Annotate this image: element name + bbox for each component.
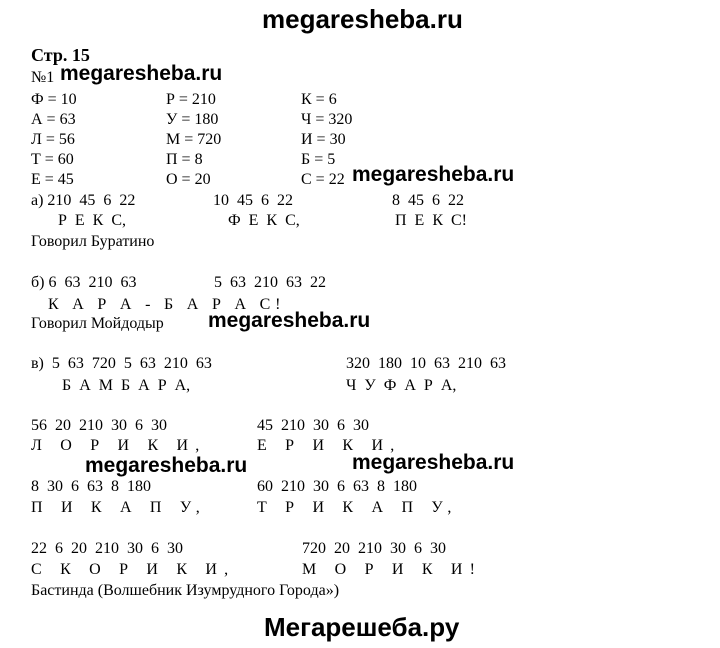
table-cell: Ч = 320 [301,111,353,128]
task-label: №1 [31,69,55,86]
table-cell: Е = 45 [31,171,74,188]
table-cell: М = 720 [166,131,222,148]
page-label: Стр. 15 [31,45,90,65]
number-row: 10 45 6 22 [213,192,293,209]
table-cell: К = 6 [301,91,337,108]
word-row: Ф Е К С, [228,212,300,229]
word-row: П И К А П У, [31,499,208,516]
table-cell: О = 20 [166,171,211,188]
word-row: П Е К С! [395,212,467,229]
number-row: а) 210 45 6 22 [31,192,136,209]
table-cell: Ф = 10 [31,91,77,108]
word-row: К А Р А - Б А Р А С! [48,296,286,313]
watermark: megaresheba.ru [60,62,223,85]
number-row: 5 63 210 63 22 [214,274,326,291]
number-row: 56 20 210 30 6 30 [31,417,167,434]
word-row: С К О Р И К И, [31,561,236,578]
table-cell: У = 180 [166,111,219,128]
number-row: в) 5 63 720 5 63 210 63 [31,355,212,372]
word-row: Л О Р И К И, [31,437,207,454]
table-cell: Т = 60 [31,151,74,168]
watermark: megaresheba.ru [352,451,515,474]
word-row: Е Р И К И, [257,437,402,454]
number-row: б) 6 63 210 63 [31,274,137,291]
table-cell: И = 30 [301,131,346,148]
answer-note: Говорил Буратино [31,233,155,250]
number-row: 60 210 30 6 63 8 180 [257,478,417,495]
number-row: 45 210 30 6 30 [257,417,369,434]
table-cell: С = 22 [301,171,345,188]
table-cell: Б = 5 [301,151,336,168]
watermark: megaresheba.ru [352,163,515,186]
word-row: Р Е К С, [58,212,127,229]
answer-note: Бастинда (Волшебник Изумрудного Города») [31,582,340,599]
table-cell: Р = 210 [166,91,216,108]
word-row: Ч У Ф А Р А, [346,377,457,394]
number-row: 720 20 210 30 6 30 [302,540,446,557]
word-row: Т Р И К А П У, [257,499,459,516]
number-row: 8 45 6 22 [392,192,464,209]
answer-note: Говорил Мойдодыр [31,315,164,332]
number-row: 320 180 10 63 210 63 [346,355,506,372]
number-row: 22 6 20 210 30 6 30 [31,540,183,557]
site-header: megaresheba.ru [262,4,463,34]
watermark: megaresheba.ru [208,309,371,332]
watermark: megaresheba.ru [85,454,248,477]
word-row: М О Р И К И! [302,561,483,578]
table-cell: А = 63 [31,111,76,128]
number-row: 8 30 6 63 8 180 [31,478,151,495]
site-footer: Мегарешеба.ру [264,612,460,642]
table-cell: П = 8 [166,151,203,168]
table-cell: Л = 56 [31,131,75,148]
word-row: Б А М Б А Р А, [62,377,191,394]
